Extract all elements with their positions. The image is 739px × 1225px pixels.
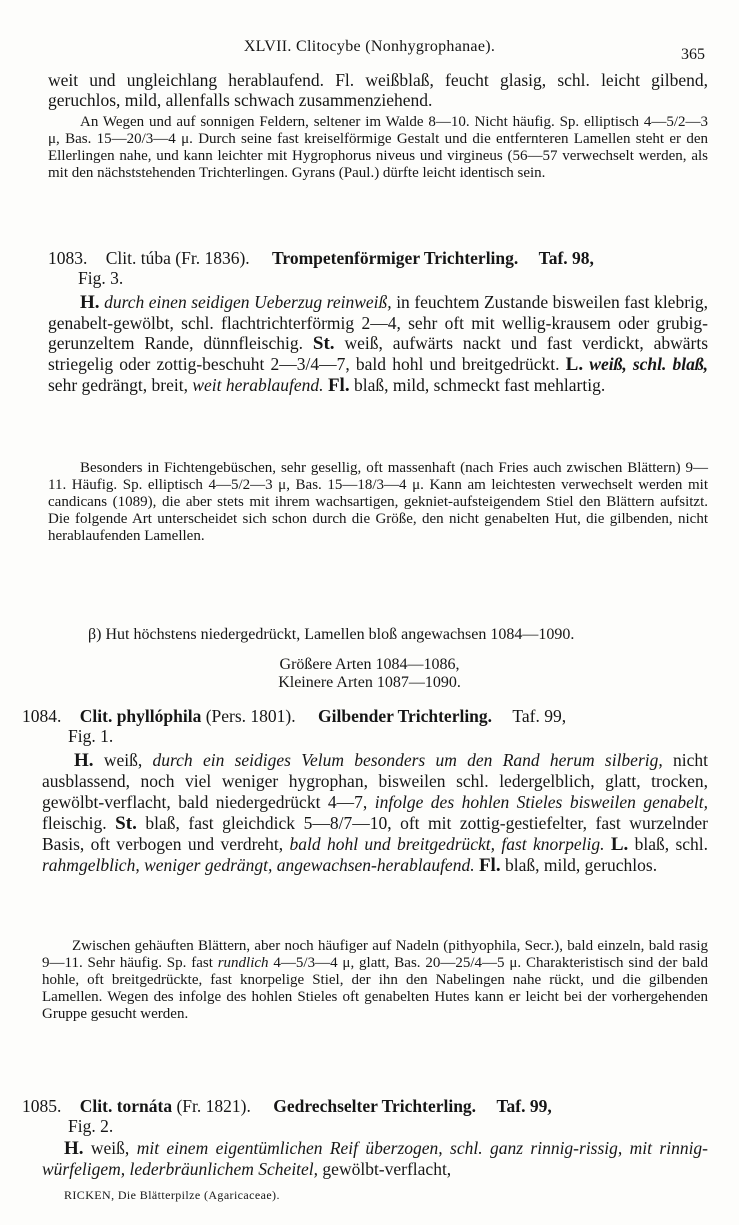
hut-italic-2: infolge des hohlen Stieles bisweilen genabelt, xyxy=(374,792,709,812)
note-post: 4—5/3—4 μ, glatt, Bas. 20—25/4—5 μ. Charakteristisch sind der bald hohle, oft breitgedrückte, fast knorpelige Stiel, der ihn den Nabelingen nahe rückt, und die gilbenden Lamellen. Wegen des infolge des hohlen Stieles oft genabelten Hutes kann er leicht bei der vorhergehenden Gruppe gesucht werden. xyxy=(42,955,708,1022)
section-beta-text: β) Hut höchstens niedergedrückt, Lamellen bloß angewachsen 1084—1090. xyxy=(88,626,575,643)
entry-common-name: Trompetenförmiger Trichterling. xyxy=(272,248,519,268)
hut-text: nicht ausblassend, noch viel weniger hygrophan, bisweilen schl. ledergelblich, glatt, trocken, gewölbt-verflacht, bald niedergedrückt 4—7, xyxy=(42,750,709,812)
stiel-text: blaß, fast gleichdick 5—8/7—10, oft mit zottig-gestiefelter, fast wurzelnder Basis, oft verbogen und verdreht, xyxy=(42,813,709,854)
page-header xyxy=(0,38,739,63)
entry-1084-description xyxy=(42,750,708,876)
entry-1084-note xyxy=(42,938,708,1023)
size-group-large: Größere Arten 1084—1086, xyxy=(279,656,460,673)
entry-1085-heading xyxy=(22,1096,708,1136)
hut-text: gewölbt-verflacht, xyxy=(322,1159,452,1179)
entry-common-name: Gedrechselter Trichterling. xyxy=(273,1096,477,1116)
entry-1083-heading xyxy=(48,248,708,288)
entry-authority: (Pers. 1801). xyxy=(205,706,296,726)
entry-figure: Fig. 2. xyxy=(68,1116,114,1136)
fleisch-key: Fl. xyxy=(327,375,350,396)
entry-authority: (Fr. 1836). xyxy=(175,248,250,268)
hut-text: in feuchtem Zustande bisweilen fast klebrig, genabelt-gewölbt, schl. flachtrichterförmig 2—4, sehr oft mit wellig-krausem oder grubig-gerunzeltem Rande, dünnfleischig. xyxy=(48,292,709,353)
entry-note-text: Besonders in Fichtengebüschen, sehr gesellig, oft massenhaft (nach Fries auch zwischen Blättern) 9—11. Häufig. Sp. elliptisch 4—5/2—3 μ, Bas. 15—18/3—4 μ. Kann am leichtesten verwechselt werden mit candicans (1089), die aber stets mit ihrem wachsartigen, gekniet-aufsteigendem Stiel den Blättern aufsitzt. Die folgende Art unterscheidet sich schon durch die Größe, den nicht genabelten Hut, die gilbenden, nicht herablaufenden Lamellen. xyxy=(48,460,708,544)
lamellen-italic: rahmgelblich, weniger gedrängt, angewachsen-herablaufend. xyxy=(42,855,475,875)
fleisch-key: Fl. xyxy=(478,855,501,876)
stiel-key: St. xyxy=(115,813,137,834)
intro-note xyxy=(48,114,708,182)
entry-plate: Taf. 99, xyxy=(496,1096,552,1116)
entry-authority: (Fr. 1821). xyxy=(176,1096,251,1116)
size-group-small: Kleinere Arten 1087—1090. xyxy=(278,674,461,691)
stiel-key: St. xyxy=(312,333,335,354)
intro-note-text: An Wegen und auf sonnigen Feldern, seltener im Walde 8—10. Nicht häufig. Sp. elliptisch 4—5/2—3 μ, Bas. 15—20/3—4 μ. Durch seine fast kreiselförmige Gestalt und die entfernteren Lamellen steht er den Ellerlingen nahe, und kann leichter mit Hygrophorus niveus und virgineus (56—57 verwechselt werden, als mit den nächststehenden Trichterlingen. Gyrans (Paul.) dürfte leicht identisch sein. xyxy=(48,114,708,181)
entry-1085-description xyxy=(42,1138,708,1179)
entry-genus: Clit. xyxy=(105,248,137,268)
hut-italic: durch einen seidigen Ueberzug reinweiß, xyxy=(104,292,392,312)
lamellen-italic-2: weit herablaufend. xyxy=(192,375,324,395)
page-number: 365 xyxy=(681,46,705,63)
hut-pre: weiß, xyxy=(90,1138,130,1158)
entry-1084-heading xyxy=(22,706,708,746)
fleisch-text: blaß, mild, geruchlos. xyxy=(504,855,658,875)
entry-genus: Clit. xyxy=(79,706,113,726)
page-footer: RICKEN, Die Blätterpilze (Agaricaceae). xyxy=(64,1188,280,1202)
note-italic: rundlich xyxy=(217,955,269,971)
hut-italic: mit einem eigentümlichen Reif überzogen, schl. ganz rinnig-rissig, mit rinnig-würfeligem, lederbräunlichem Scheitel, xyxy=(42,1138,709,1179)
hut-key: H. xyxy=(74,750,94,771)
entry-epithet: túba xyxy=(140,248,171,268)
entry-plate: Taf. 98, xyxy=(538,248,594,268)
entry-epithet: phyllóphila xyxy=(116,706,202,726)
intro-description xyxy=(48,70,708,110)
entry-1083-description xyxy=(48,292,708,396)
note-pre: Zwischen gehäuften Blättern, aber noch häufiger auf Nadeln (pithyophila, Secr.), bald einzeln, bald rasig 9—11. Sehr häufig. Sp. fast xyxy=(42,938,708,971)
lamellen-key: L. xyxy=(610,834,629,855)
entry-number: 1084. xyxy=(22,706,62,726)
entry-plate: Taf. 99, xyxy=(512,706,567,726)
entry-1083-note xyxy=(48,460,708,545)
hut-key: H. xyxy=(80,292,100,313)
lamellen-key: L. xyxy=(565,354,584,375)
lamellen-text: blaß, schl. xyxy=(634,834,709,854)
fleisch-text: blaß, mild, schmeckt fast mehlartig. xyxy=(353,375,606,395)
section-beta xyxy=(88,626,708,644)
entry-epithet: tornáta xyxy=(116,1096,173,1116)
hut-text-2: fleischig. xyxy=(42,813,107,833)
entry-number: 1085. xyxy=(22,1096,62,1116)
intro-desc-text: weit und ungleichlang herablaufend. Fl. weißblaß, feucht glasig, schl. leicht gilbend, geruchlos, mild, allenfalls schwach zusammenziehend. xyxy=(48,70,708,110)
stiel-text: weiß, aufwärts nackt und fast verdickt, abwärts striegelig oder zottig-beschuht 2—3/4—7, bald hohl und breitgedrückt. xyxy=(48,333,709,374)
hut-key: H. xyxy=(64,1138,84,1159)
entry-genus: Clit. xyxy=(79,1096,113,1116)
entry-figure: Fig. 1. xyxy=(68,726,114,746)
entry-common-name: Gilbender Trichterling. xyxy=(318,706,493,726)
hut-pre: weiß, xyxy=(103,750,143,770)
lamellen-italic: weiß, schl. blaß, xyxy=(589,354,709,374)
entry-figure: Fig. 3. xyxy=(78,268,124,288)
stiel-italic: bald hohl und breitgedrückt, fast knorpelig. xyxy=(289,834,605,854)
lamellen-text: sehr gedrängt, breit, xyxy=(48,375,188,395)
running-head: XLVII. Clitocybe (Nonhygrophanae). xyxy=(243,38,496,55)
hut-italic: durch ein seidiges Velum besonders um den Rand herum silberig, xyxy=(152,750,663,770)
entry-number: 1083. xyxy=(48,248,88,268)
